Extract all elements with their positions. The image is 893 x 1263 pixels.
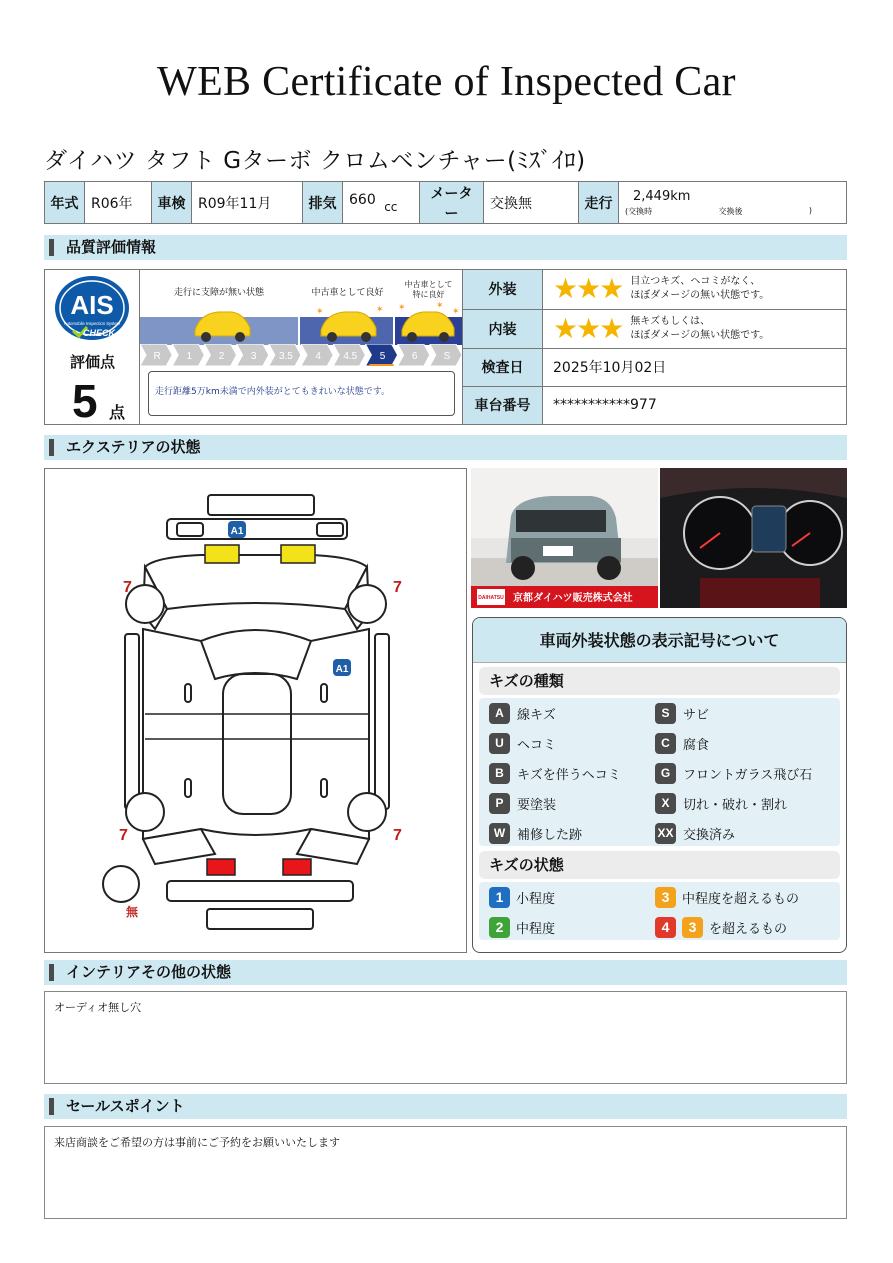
- grade-step-label: R: [153, 351, 161, 362]
- kind-label: 腐食: [683, 737, 710, 753]
- legend-kind-item: [655, 792, 835, 814]
- sales-notes: 来店商談をご希望の方は事前にご予約をお願いいたします: [44, 1126, 847, 1219]
- state-code-badge: 3: [682, 917, 703, 938]
- kind-code-badge: G: [655, 763, 676, 784]
- state-label: 中程度を超えるもの: [682, 891, 800, 907]
- year-value: R06年: [85, 182, 152, 224]
- score-unit: 点: [109, 403, 126, 422]
- svg-text:✶: ✶: [398, 303, 406, 313]
- interior-desc-line1: 無キズもしくは、: [630, 315, 711, 327]
- svg-text:✶: ✶: [452, 307, 460, 317]
- headlight-left-highlight: [205, 545, 239, 563]
- scale-label-mid: 中古車として良好: [311, 288, 384, 298]
- interior-label: 内装: [463, 309, 543, 348]
- grade-step-label: 4.5: [343, 351, 358, 362]
- dealer-logo-text: DAIHATSU: [478, 595, 504, 601]
- shaken-label: 車検: [152, 182, 192, 224]
- grade-step-label: 6: [411, 351, 418, 362]
- exterior-desc-line1: 目立つキズ、ヘコミがなく、: [630, 276, 761, 288]
- kind-code-badge: U: [489, 733, 510, 754]
- score-label: 評価点: [69, 353, 115, 371]
- section-quality: 品質評価情報: [44, 235, 847, 260]
- dealer-banner: 京都ダイハツ販売株式会社: [513, 593, 633, 604]
- damage-mark-side-text: A1: [335, 664, 349, 675]
- tire-depth-rear-right: 7: [393, 827, 402, 844]
- exterior-desc-line2: ほぼダメージの無い状態です。: [630, 290, 770, 302]
- state-code-badge: 2: [489, 917, 510, 938]
- car-photo-meter: [660, 468, 847, 608]
- displacement-label: 排気: [303, 182, 343, 224]
- kind-code-badge: S: [655, 703, 676, 724]
- tire-depth-front-right: 7: [393, 579, 402, 596]
- kind-label: キズを伴うヘコミ: [517, 767, 621, 783]
- interior-desc: [630, 315, 769, 343]
- legend-kind-item: [489, 762, 655, 784]
- shaken-value: R09年11月: [192, 182, 303, 224]
- meter-value: 交換無: [484, 182, 579, 224]
- quality-panel: [44, 269, 847, 425]
- grade-step-label: 5: [379, 351, 386, 362]
- legend-kind-item: [655, 762, 835, 784]
- ais-check-text: CHECK: [82, 328, 116, 338]
- legend-state-title: キズの状態: [479, 851, 840, 879]
- svg-text:✶: ✶: [316, 307, 324, 317]
- kind-code-badge: XX: [655, 823, 676, 844]
- legend-state-item: [489, 886, 655, 908]
- car-photo-exterior: [471, 468, 658, 608]
- section-sales: セールスポイント: [44, 1094, 847, 1119]
- chassis-number: ***********977: [543, 386, 848, 424]
- grade-step-label: 4: [315, 351, 321, 362]
- headlight-right-highlight: [281, 545, 315, 563]
- kind-label: 線キズ: [517, 707, 556, 723]
- state-label: を超えるもの: [709, 921, 788, 937]
- kind-label: フロントガラス飛び石: [683, 767, 813, 783]
- state-code-badge: 3: [655, 887, 676, 908]
- displacement-cell: [343, 182, 420, 224]
- score-value: 5: [72, 375, 98, 427]
- car-illustration-high: [398, 301, 460, 342]
- ais-logo: [53, 275, 131, 345]
- legend-kind-item: [655, 822, 835, 844]
- year-label: 年式: [45, 182, 85, 224]
- legend-kind-title: キズの種類: [479, 667, 840, 695]
- legend-kind-item: [655, 732, 835, 754]
- section-exterior: エクステリアの状態: [44, 435, 847, 460]
- legend-state-item: [655, 886, 835, 908]
- state-label: 中程度: [516, 921, 556, 937]
- grade-step-label: 1: [186, 351, 193, 362]
- ais-logo-sub: Automobile Inspection System: [63, 321, 121, 326]
- displacement-value: 660: [349, 191, 376, 208]
- interior-notes: オーディオ無し穴: [44, 991, 847, 1084]
- damage-mark-front-text: A1: [230, 526, 244, 537]
- kind-label: 切れ・破れ・割れ: [683, 797, 788, 813]
- legend-kind-item: [655, 702, 835, 724]
- scale-label-high-line2: 特に良好: [412, 290, 445, 299]
- displacement-unit: cc: [384, 199, 398, 214]
- legend-kind-item: [489, 732, 655, 754]
- mileage-label: 走行: [579, 182, 619, 224]
- tire-depth-front-left: 7: [123, 579, 132, 596]
- car-body-diagram: [45, 469, 466, 952]
- kind-label: 要塗装: [517, 797, 557, 813]
- section-interior: インテリアその他の状態: [44, 960, 847, 985]
- legend-kind-item: [489, 792, 655, 814]
- chassis-label: 車台番号: [463, 386, 543, 424]
- tire-depth-rear-left: 7: [119, 827, 128, 844]
- meter-label: メーター: [420, 182, 484, 224]
- taillight-right: [283, 859, 311, 875]
- exterior-rating: [543, 270, 848, 309]
- quality-table: [462, 270, 847, 424]
- legend-title: 車両外装状態の表示記号について: [473, 618, 846, 663]
- kind-code-badge: C: [655, 733, 676, 754]
- ais-column: [45, 270, 140, 427]
- scale-label-low: 走行に支障が無い状態: [173, 288, 264, 298]
- mileage-sub: [625, 206, 840, 217]
- mileage-replace-at: (交換時: [625, 206, 653, 216]
- inspection-date-label: 検査日: [463, 348, 543, 386]
- inspection-date: 2025年10月02日: [543, 348, 848, 386]
- damage-legend: [472, 617, 847, 953]
- grade-step-label: 3.5: [278, 351, 293, 362]
- state-code-badge: 4: [655, 917, 676, 938]
- mileage-cell: [619, 182, 847, 224]
- state-label: 小程度: [516, 891, 556, 907]
- grade-step-label: 2: [218, 351, 225, 362]
- legend-state-item: [489, 916, 655, 938]
- mileage-close: ): [808, 205, 812, 215]
- kind-code-badge: B: [489, 763, 510, 784]
- scale-car-illustrations: [140, 300, 462, 345]
- kind-code-badge: A: [489, 703, 510, 724]
- interior-desc-line2: ほぼダメージの無い状態です。: [630, 329, 770, 341]
- kind-code-badge: P: [489, 793, 510, 814]
- grade-step-label: S: [443, 351, 451, 362]
- kind-code-badge: W: [489, 823, 510, 844]
- car-illustration-mid: [316, 305, 384, 342]
- mileage-after: 交換後: [718, 206, 743, 216]
- grade-selected-marker: [369, 364, 393, 366]
- page-title: WEB Certificate of Inspected Car: [157, 59, 736, 105]
- ais-logo-text: AIS: [70, 290, 114, 320]
- spec-table: [44, 181, 847, 224]
- interior-stars: ★★★: [553, 311, 623, 345]
- grade-arrow-scale: [140, 344, 462, 366]
- svg-text:✶: ✶: [376, 305, 384, 315]
- legend-kind-item: [489, 702, 655, 724]
- legend-state-grid: [479, 882, 840, 940]
- exterior-diagram: [44, 468, 467, 953]
- kind-label: 補修した跡: [517, 827, 583, 843]
- scale-label-high: [395, 280, 462, 300]
- legend-state-item: [655, 916, 835, 938]
- exterior-desc: [630, 275, 769, 303]
- state-code-badge: 1: [489, 887, 510, 908]
- legend-kind-grid: [479, 698, 840, 846]
- kind-code-badge: X: [655, 793, 676, 814]
- car-name: ダイハツ タフト Gターボ クロムベンチャー(ﾐｽﾞｲﾛ): [44, 148, 586, 174]
- exterior-label: 外装: [463, 270, 543, 309]
- kind-label: ヘコミ: [517, 737, 557, 753]
- kind-label: サビ: [683, 707, 710, 723]
- spare-tire-status: 無: [126, 905, 139, 919]
- kind-label: 交換済み: [683, 827, 736, 843]
- interior-rating: [543, 309, 848, 348]
- legend-kind-item: [489, 822, 655, 844]
- grade-scale: [140, 270, 462, 424]
- grade-step-label: 3: [250, 351, 257, 362]
- grade-comment: 走行距離5万km未満で内外装がとてもきれいな状態です。: [148, 371, 455, 416]
- exterior-stars: ★★★: [553, 272, 623, 306]
- svg-text:✶: ✶: [436, 301, 444, 311]
- scale-label-high-line1: 中古車として: [404, 280, 453, 289]
- taillight-left: [207, 859, 235, 875]
- mileage-value: 2,449km: [633, 188, 691, 204]
